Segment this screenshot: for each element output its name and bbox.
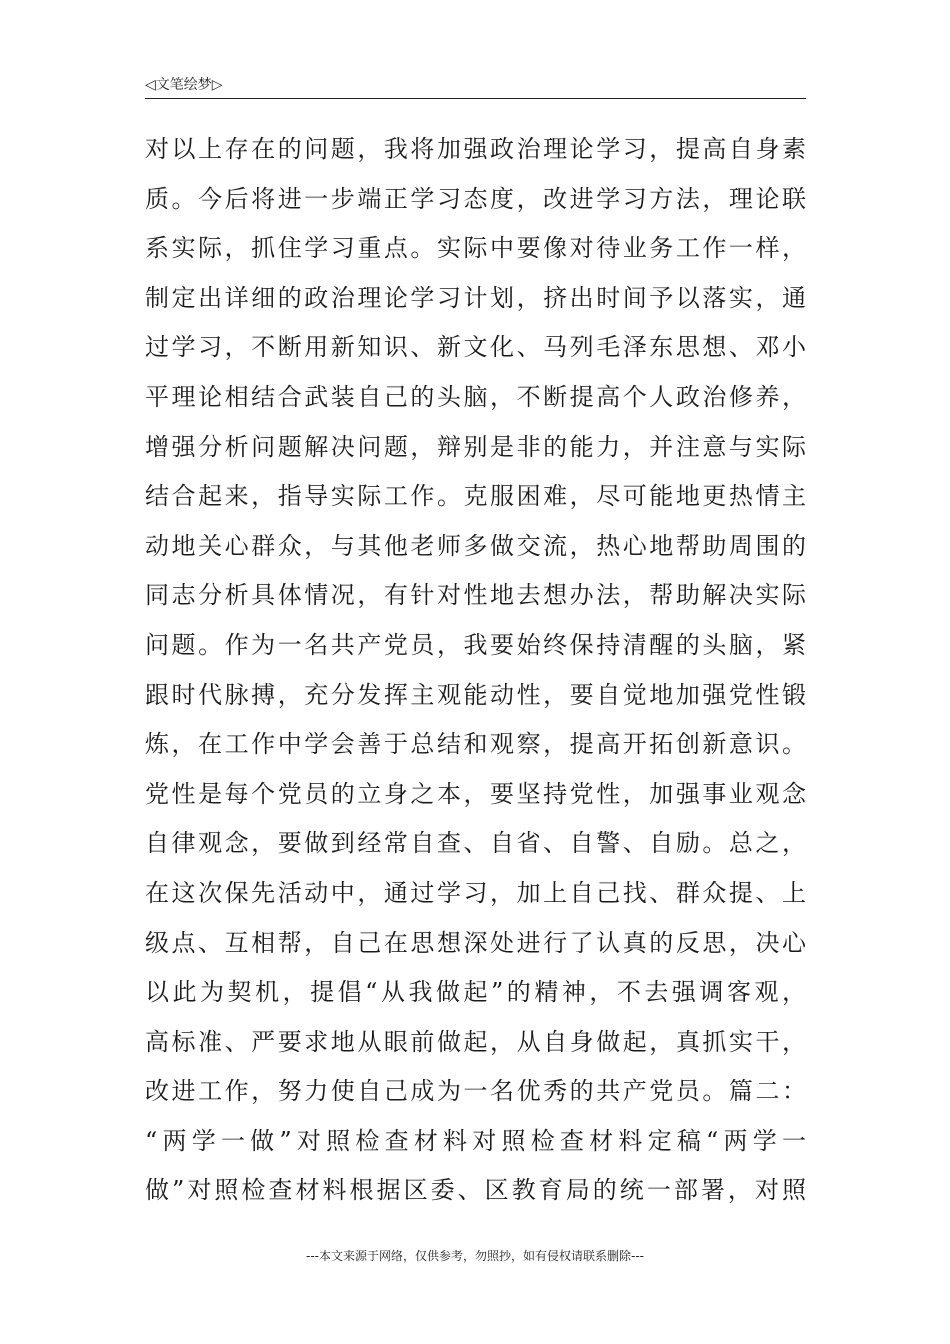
document-body [145,125,806,1216]
body-line: 在这次保先活动中，通过学习，加上自己找、群众提、上 [145,878,806,907]
body-line: 动地关心群众，与其他老师多做交流，热心地帮助周围的 [145,531,806,560]
body-line: 对以上存在的问题，我将加强政治理论学习，提高自身素 [145,135,806,163]
body-line: “两学一做”对照检查材料对照检查材料定稿“两学一 [145,1126,806,1155]
body-line: 改进工作，努力使自己成为一名优秀的共产党员。篇二： [145,1077,806,1106]
body-line: 制定出详细的政治理论学习计划，挤出时间予以落实，通 [145,283,806,312]
body-line: 高标准、严要求地从眼前做起，从自身做起，真抓实干， [145,1027,806,1056]
body-line: 级点、互相帮，自己在思想深处进行了认真的反思，决心 [145,928,806,957]
body-line: 同志分析具体情况，有针对性地去想办法，帮助解决实际 [145,581,806,610]
page-header [145,72,806,99]
body-line: 结合起来，指导实际工作。克服困难，尽可能地更热情主 [145,482,806,511]
body-line: 增强分析问题解决问题，辩别是非的能力，并注意与实际 [145,432,806,461]
body-line: 平理论相结合武装自己的头脑，不断提高个人政治修养， [145,382,806,411]
body-line: 以此为契机，提倡“从我做起”的精神，不去强调客观， [145,978,806,1007]
body-line: 炼，在工作中学会善于总结和观察，提高开拓创新意识。 [145,730,806,759]
header-title: ◁文笔绘梦▷ [145,77,223,93]
body-line: 问题。作为一名共产党员，我要始终保持清醒的头脑，紧 [145,630,806,659]
body-line: 过学习，不断用新知识、新文化、马列毛泽东思想、邓小 [145,333,806,362]
body-line: 自律观念，要做到经常自查、自省、自警、自励。总之， [145,829,806,858]
body-line: 跟时代脉搏，充分发挥主观能动性，要自觉地加强党性锻 [145,680,806,709]
body-line: 质。今后将进一步端正学习态度，改进学习方法，理论联 [145,184,806,213]
body-line: 做”对照检查材料根据区委、区教育局的统一部署，对照 [145,1176,806,1205]
footer-notice: ---本文来源于网络，仅供参考，勿照抄，如有侵权请联系删除--- [306,1249,644,1263]
body-line: 党性是每个党员的立身之本，要坚持党性，加强事业观念 [145,779,806,808]
body-line: 系实际，抓住学习重点。实际中要像对待业务工作一样， [145,234,806,263]
